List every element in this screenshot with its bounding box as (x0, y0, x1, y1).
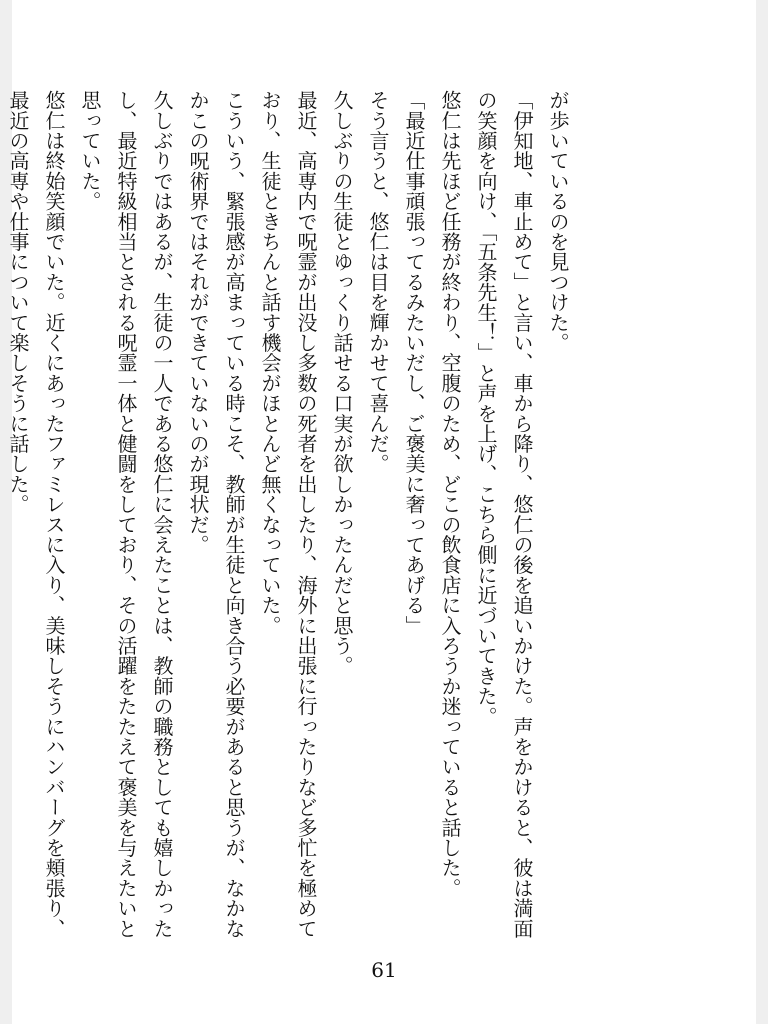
book-page (6, 0, 756, 1024)
paragraph-10: 悠仁は終始笑顔でいた。近くにあったファミレスに入り、美味しそうにハンバーグを頬張り、最近の高専や仕事について楽しそうに話した。 (6, 90, 66, 939)
paragraph-3: 悠仁は先ほど任務が終わり、空腹のため、どこの飲食店に入ろうか迷っていると話した。 (438, 90, 462, 898)
paragraph-5: そう言うと、悠仁は目を輝かせて喜んだ。 (366, 90, 390, 474)
paragraph-4: 「最近仕事頑張ってるみたいだし、ご褒美に奢ってあげる」 (402, 90, 426, 636)
paragraph-9: 久しぶりではあるが、生徒の一人である悠仁に会えたことは、教師の職務としても嬉しかったし、最近特級相当とされる呪霊一体と健闘をしており、その活躍をたたえて褒美を与えたいと思っていた。 (78, 90, 174, 939)
page-number: 61 (371, 958, 397, 982)
vertical-text-body (0, 90, 576, 940)
paragraph-8: こういう、緊張感が高まっている時こそ、教師が生徒と向き合う必要があると思うが、なかなかこの呪術界ではそれができていないのが現状だ。 (186, 90, 246, 939)
paragraph-6: 久しぶりの生徒とゆっくり話せる口実が欲しかったんだと思う。 (330, 90, 354, 676)
paragraph-1: が歩いているのを見つけた。 (546, 90, 570, 353)
paragraph-2: 「伊知地、車止めて」と言い、車から降り、悠仁の後を追いかけた。声をかけると、彼は満面の笑顔を向け、「五条先生！」と声を上げ、こちら側に近づいてきた。 (474, 90, 534, 939)
paragraph-7: 最近、高専内で呪霊が出没し多数の死者を出したり、海外に出張に行ったりなど多忙を極めており、生徒ときちんと話す機会がほとんど無くなっていた。 (258, 90, 318, 939)
